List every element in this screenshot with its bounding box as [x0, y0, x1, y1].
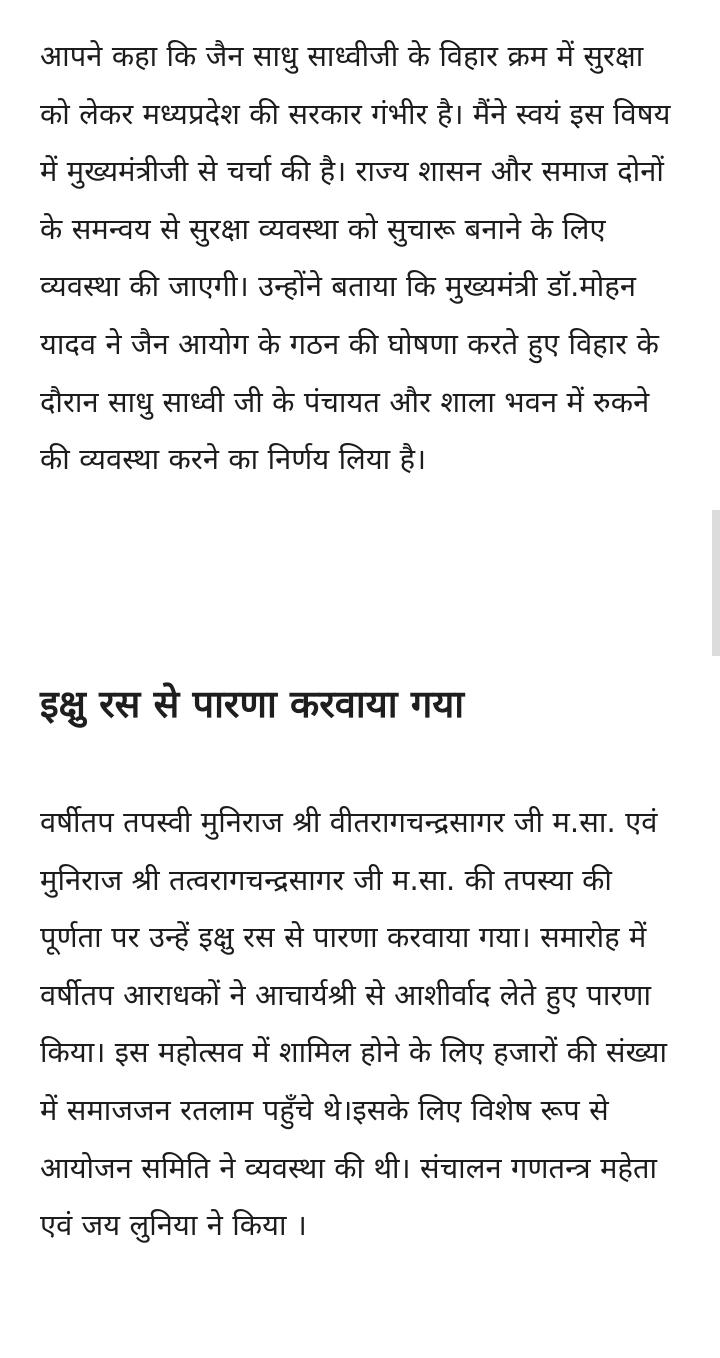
scrollbar-thumb[interactable]: [712, 510, 720, 656]
section-heading: इक्षु रस से पारणा करवाया गया: [40, 682, 465, 726]
article-paragraph: वर्षीतप तपस्वी मुनिराज श्री वीतरागचन्द्रसागर जी म.सा. एवं मुनिराज श्री तत्वरागचन्द्रसागर जी म.सा. की तपस्या की पूर्णता पर उन्हें इक्षु रस से पारणा करवाया गया। समारोह में वर्षीतप आराधकों ने आचार्यश्री से आशीर्वाद लेते हुए पारणा किया। इस महोत्सव में शामिल होने के लिए हजारों की संख्या में समाजजन रतलाम पहुँचे थे।इसके लिए विशेष रूप से आयोजन समिति ने व्यवस्था की थी। संचालन गणतन्त्र महेता एवं जय लुनिया ने किया ।: [40, 805, 668, 1243]
article-paragraph: आपने कहा कि जैन साधु साध्वीजी के विहार क्रम में सुरक्षा को लेकर मध्यप्रदेश की सरकार गंभीर है। मैंने स्वयं इस विषय में मुख्यमंत्रीजी से चर्चा की है। राज्य शासन और समाज दोनों के समन्वय से सुरक्षा व्यवस्था को सुचारू बनाने के लिए व्यवस्था की जाएगी। उन्होंने बताया कि मुख्यमंत्री डॉ.मोहन यादव ने जैन आयोग के गठन की घोषणा करते हुए विहार के दौरान साधु साध्वी जी के पंचायत और शाला भवन में रुकने की व्यवस्था करने का निर्णय लिया है।: [40, 39, 671, 477]
